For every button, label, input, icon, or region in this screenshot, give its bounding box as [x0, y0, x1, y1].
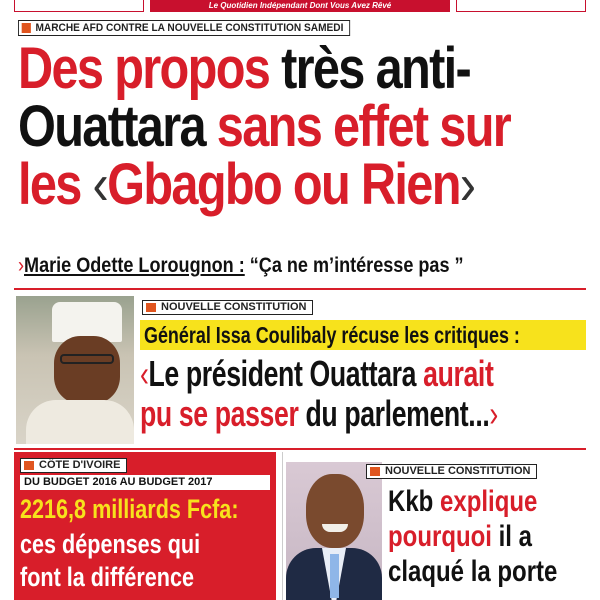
lead-headline[interactable]	[18, 36, 511, 217]
quote-close-mark: ›	[459, 152, 475, 217]
headline-red-text: Des propos	[18, 36, 270, 101]
masthead-tagline: Le Quotidien Indépendant Dont Vous Avez Rêvé	[150, 0, 450, 12]
story2-subhead-text: Général Issa Coulibaly récuse les critiques :	[144, 322, 520, 348]
section-divider	[14, 448, 586, 450]
headline-black-text: du parlement...	[298, 393, 490, 434]
photo-tie	[330, 554, 339, 598]
story4-kicker	[366, 464, 537, 479]
story4-line1	[388, 484, 557, 519]
headline-black-text: Ouattara	[18, 94, 217, 159]
lead-quote[interactable]	[18, 254, 464, 278]
story2-kicker-text: NOUVELLE CONSTITUTION	[161, 301, 307, 313]
lead-headline-line2	[18, 94, 511, 159]
lead-headline-line1	[18, 36, 501, 101]
story2-subhead	[140, 320, 586, 350]
headline-red-text: aurait	[423, 353, 494, 394]
photo-smile	[322, 524, 348, 532]
lead-headline-line3	[18, 152, 501, 217]
masthead-box-left	[14, 0, 144, 12]
headline-red-text: pourquoi	[388, 520, 492, 553]
story3-line2: font la différence	[20, 562, 195, 592]
photo-glasses	[60, 354, 114, 364]
story4-line2	[388, 519, 557, 554]
headline-black-text: Kkb	[388, 485, 441, 518]
headline-black-text: très anti-	[269, 36, 471, 101]
kicker-square-icon	[22, 23, 31, 33]
quote-close-mark: ›	[489, 393, 498, 434]
lead-kicker	[18, 20, 350, 36]
story3-line1: ces dépenses qui	[20, 529, 201, 559]
quote-open-mark: ‹	[92, 152, 108, 217]
story4-kicker-text: NOUVELLE CONSTITUTION	[385, 465, 531, 477]
column-divider	[282, 452, 283, 600]
story2-headline[interactable]	[140, 354, 498, 434]
story3-amount: 2216,8 milliards Fcfa:	[20, 494, 239, 524]
photo-face	[306, 474, 364, 548]
story4-headline[interactable]	[388, 484, 557, 589]
lead-kicker-text: MARCHE AFD CONTRE LA NOUVELLE CONSTITUTION SAMEDI	[35, 22, 344, 34]
quote-open-mark: ‹	[140, 353, 149, 394]
headline-red-text: pu se passer	[140, 393, 299, 434]
story3-headline	[20, 528, 200, 594]
section-divider	[14, 288, 586, 290]
quote-text: “Ça ne m’intéresse pas ”	[244, 254, 464, 277]
headline-red-text: Gbagbo ou Rien	[107, 152, 460, 217]
story4-line3: claqué la porte	[388, 555, 558, 588]
photo-face	[54, 336, 120, 404]
headline-red-text: les	[18, 152, 93, 217]
story3-kicker-text: CÔTE D'IVOIRE	[39, 459, 121, 471]
kkb-photo	[286, 462, 382, 600]
story3-subkicker: DU BUDGET 2016 AU BUDGET 2017	[20, 475, 270, 490]
story2-headline-line2	[140, 394, 498, 434]
headline-red-text: explique	[440, 485, 538, 518]
quote-marker-icon: ›	[18, 254, 25, 277]
headline-red-text: sans effet sur	[216, 94, 511, 159]
kicker-square-icon	[24, 461, 34, 470]
masthead-strip	[0, 0, 600, 14]
headline-black-text: il a	[491, 520, 532, 553]
story2-kicker	[142, 300, 313, 315]
kicker-square-icon	[146, 303, 156, 312]
headline-black-text: Le président Ouattara	[148, 353, 424, 394]
story3-kicker	[20, 458, 127, 473]
quote-speaker: Marie Odette Lorougnon :	[24, 254, 245, 277]
budget-story-box[interactable]	[14, 452, 276, 600]
kicker-square-icon	[370, 467, 380, 476]
masthead-box-right	[456, 0, 586, 12]
coulibaly-photo	[16, 296, 134, 444]
story2-headline-line1	[140, 354, 498, 394]
photo-robe	[26, 400, 134, 444]
